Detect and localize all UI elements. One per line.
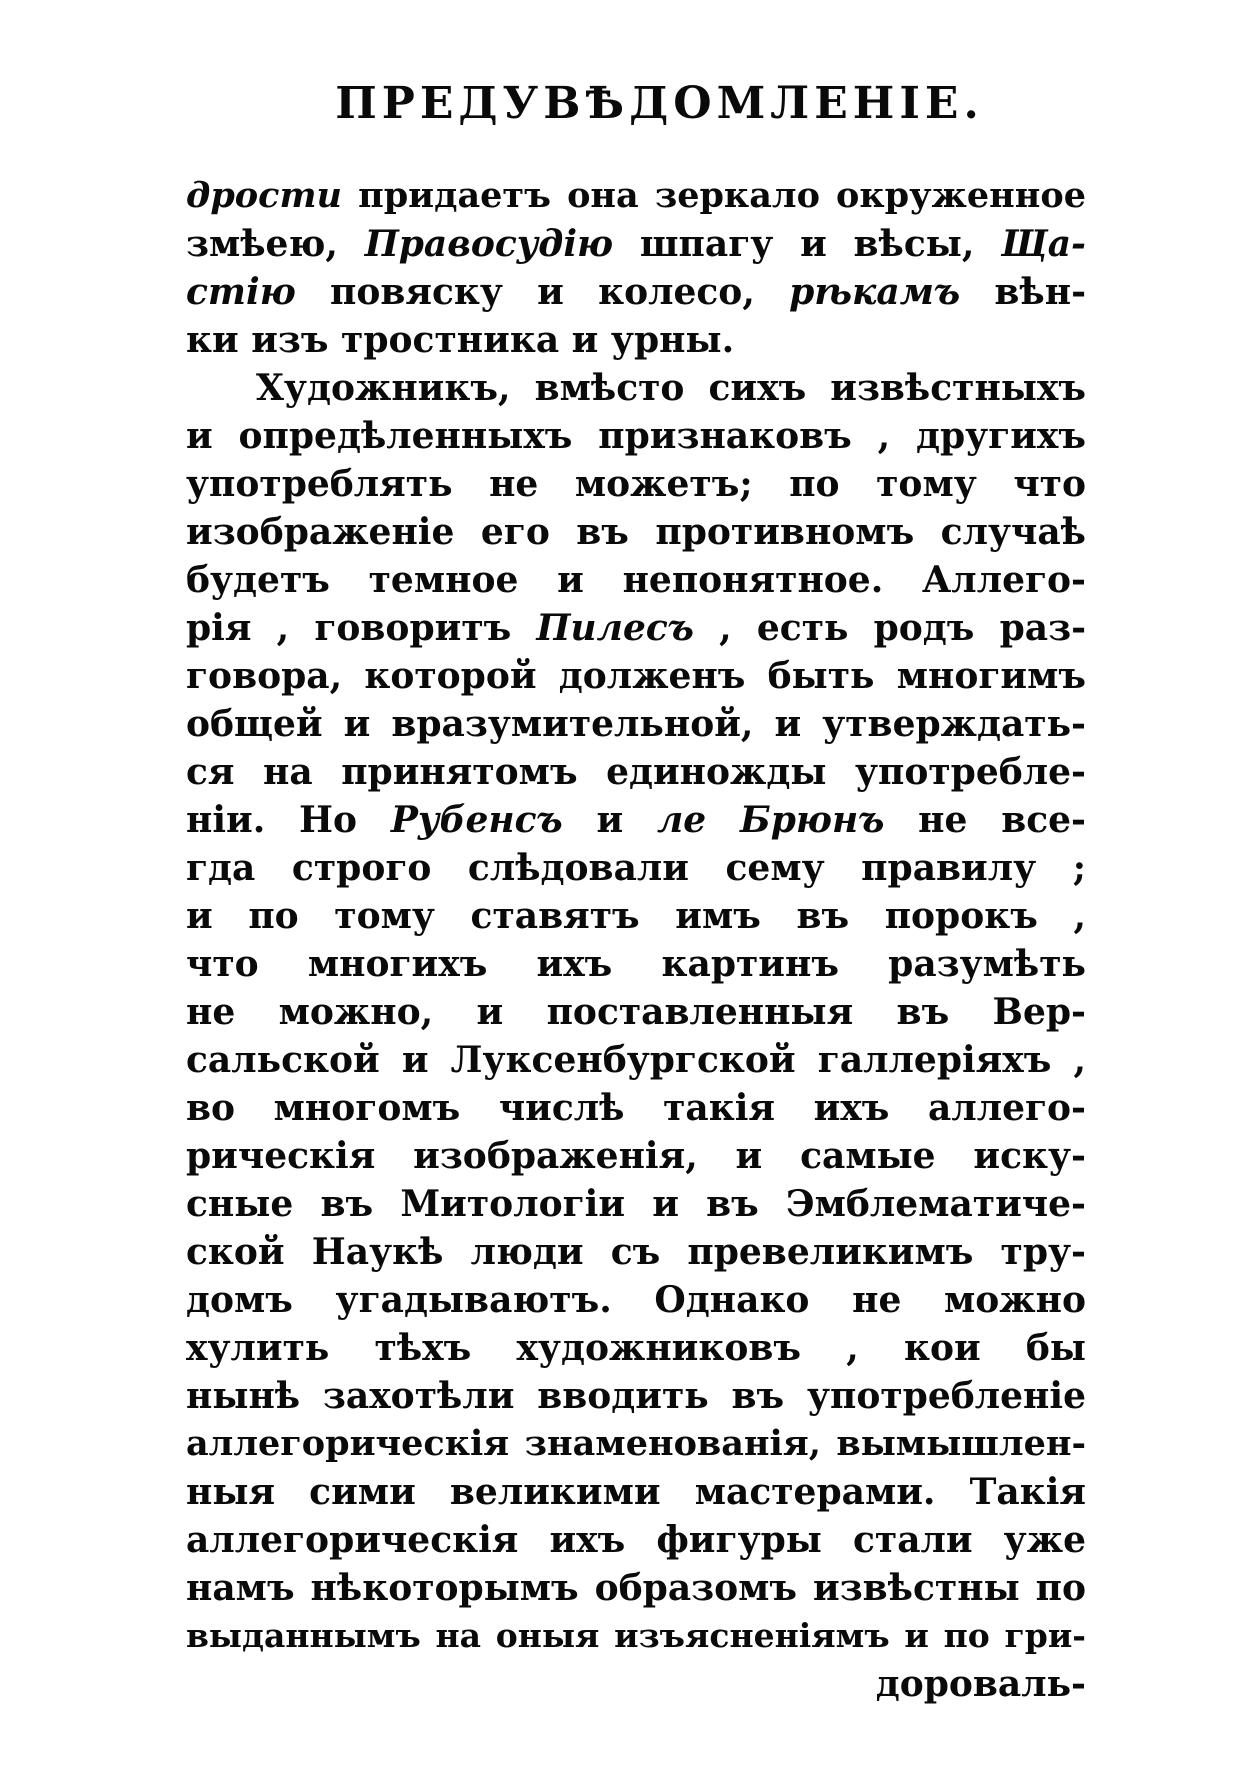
text-segment: рическія изображенія, и самые иску-	[186, 1135, 1086, 1177]
text-line	[186, 604, 1086, 652]
text-segment: не можно, и поставленныя въ Вер-	[186, 991, 1086, 1033]
text-line	[186, 364, 1086, 412]
text-segment: сные въ Митологіи и въ Эмблематиче-	[186, 1183, 1086, 1225]
text-segment: домъ угадываютъ. Однако не можно	[186, 1279, 1086, 1321]
text-line	[186, 1612, 1086, 1660]
text-segment: вѣн-	[960, 271, 1086, 313]
text-segment: будетъ темное и непонятное. Аллего-	[186, 559, 1086, 601]
text-line	[186, 172, 1086, 220]
text-segment: изображеніе его въ противномъ случаѣ	[186, 511, 1086, 553]
text-line	[186, 220, 1086, 268]
text-segment: общей и вразумительной, и утверждать-	[186, 703, 1086, 745]
italic-text: рѣкамъ	[789, 271, 961, 313]
text-line	[186, 1564, 1086, 1612]
text-segment: хулить тѣхъ художниковъ , кои бы	[186, 1327, 1086, 1369]
text-line	[186, 1228, 1086, 1276]
text-line	[186, 700, 1086, 748]
text-segment: змѣею,	[186, 223, 365, 265]
text-segment: выданнымъ на оныя изъясненіямъ и по гри-	[186, 1616, 1086, 1655]
text-line	[186, 268, 1086, 316]
text-segment: нынѣ захотѣли вводить въ употребленіе	[186, 1375, 1086, 1417]
text-segment: шпагу и вѣсы,	[613, 223, 1002, 265]
italic-text: Пилесъ	[536, 607, 694, 649]
text-line	[186, 1324, 1086, 1372]
text-segment: повяску и колесо,	[295, 271, 790, 313]
text-segment: и по тому ставятъ имъ въ порокъ ,	[186, 895, 1086, 937]
text-line	[186, 1468, 1086, 1516]
text-line	[186, 892, 1086, 940]
text-line	[186, 1516, 1086, 1564]
catchword: дороваль-	[875, 1663, 1086, 1705]
text-segment: намъ нѣкоторымъ образомъ извѣстны по	[186, 1567, 1086, 1609]
text-segment: употреблять не можетъ; по тому что	[186, 463, 1086, 505]
text-segment: во многомъ числѣ такія ихъ аллего-	[186, 1087, 1086, 1129]
text-line	[186, 796, 1086, 844]
text-line	[186, 1132, 1086, 1180]
text-line	[186, 940, 1086, 988]
text-line	[186, 1036, 1086, 1084]
text-segment: , есть родъ раз-	[693, 607, 1086, 649]
text-segment: говора, которой долженъ быть многимъ	[186, 655, 1086, 697]
text-segment: не все-	[884, 799, 1086, 841]
text-line	[186, 508, 1086, 556]
text-segment: придаетъ она зеркало окруженное	[341, 175, 1086, 216]
body-text	[186, 172, 1086, 1708]
text-segment: ныя сими великими мастерами. Такія	[186, 1471, 1086, 1513]
text-line	[186, 1276, 1086, 1324]
text-segment: сальской и Луксенбургской галлеріяхъ ,	[186, 1039, 1086, 1081]
italic-text: дрости	[186, 175, 342, 216]
text-segment: ся на принятомъ единожды употребле-	[186, 751, 1086, 793]
italic-text: Рубенсъ	[390, 799, 563, 841]
text-segment: Художникъ, вмѣсто сихъ извѣстныхъ	[256, 367, 1086, 409]
running-header: ПРЕДУВѢДОМЛЕНІЕ.	[335, 78, 984, 129]
text-segment: и опредѣленныхъ признаковъ , другихъ	[186, 415, 1086, 457]
text-segment: что многихъ ихъ картинъ разумѣть	[186, 943, 1086, 985]
text-line	[186, 1420, 1086, 1468]
italic-text: стію	[186, 271, 296, 313]
text-line	[186, 988, 1086, 1036]
text-segment: ки изъ тростника и урны.	[186, 319, 735, 361]
text-line	[186, 1084, 1086, 1132]
text-line	[186, 412, 1086, 460]
text-line	[186, 1372, 1086, 1420]
text-segment: ской Наукѣ люди съ превеликимъ тру-	[186, 1231, 1086, 1273]
text-line	[186, 460, 1086, 508]
italic-text: Ща-	[1001, 223, 1086, 265]
text-segment: гда строго слѣдовали сему правилу ;	[186, 847, 1086, 889]
text-line	[186, 748, 1086, 796]
text-segment: и	[562, 799, 657, 841]
text-line	[186, 1180, 1086, 1228]
text-segment: аллегорическія знаменованія, вымышлен-	[186, 1423, 1086, 1464]
text-segment: рія , говоритъ	[186, 607, 537, 649]
italic-text: ле Брюнъ	[656, 799, 885, 841]
italic-text: Правосудію	[364, 223, 614, 265]
text-line	[186, 556, 1086, 604]
text-segment: ніи. Но	[186, 799, 391, 841]
text-line	[186, 316, 1086, 364]
text-segment: аллегорическія ихъ фигуры стали уже	[186, 1519, 1086, 1561]
text-line	[186, 844, 1086, 892]
text-line	[186, 652, 1086, 700]
